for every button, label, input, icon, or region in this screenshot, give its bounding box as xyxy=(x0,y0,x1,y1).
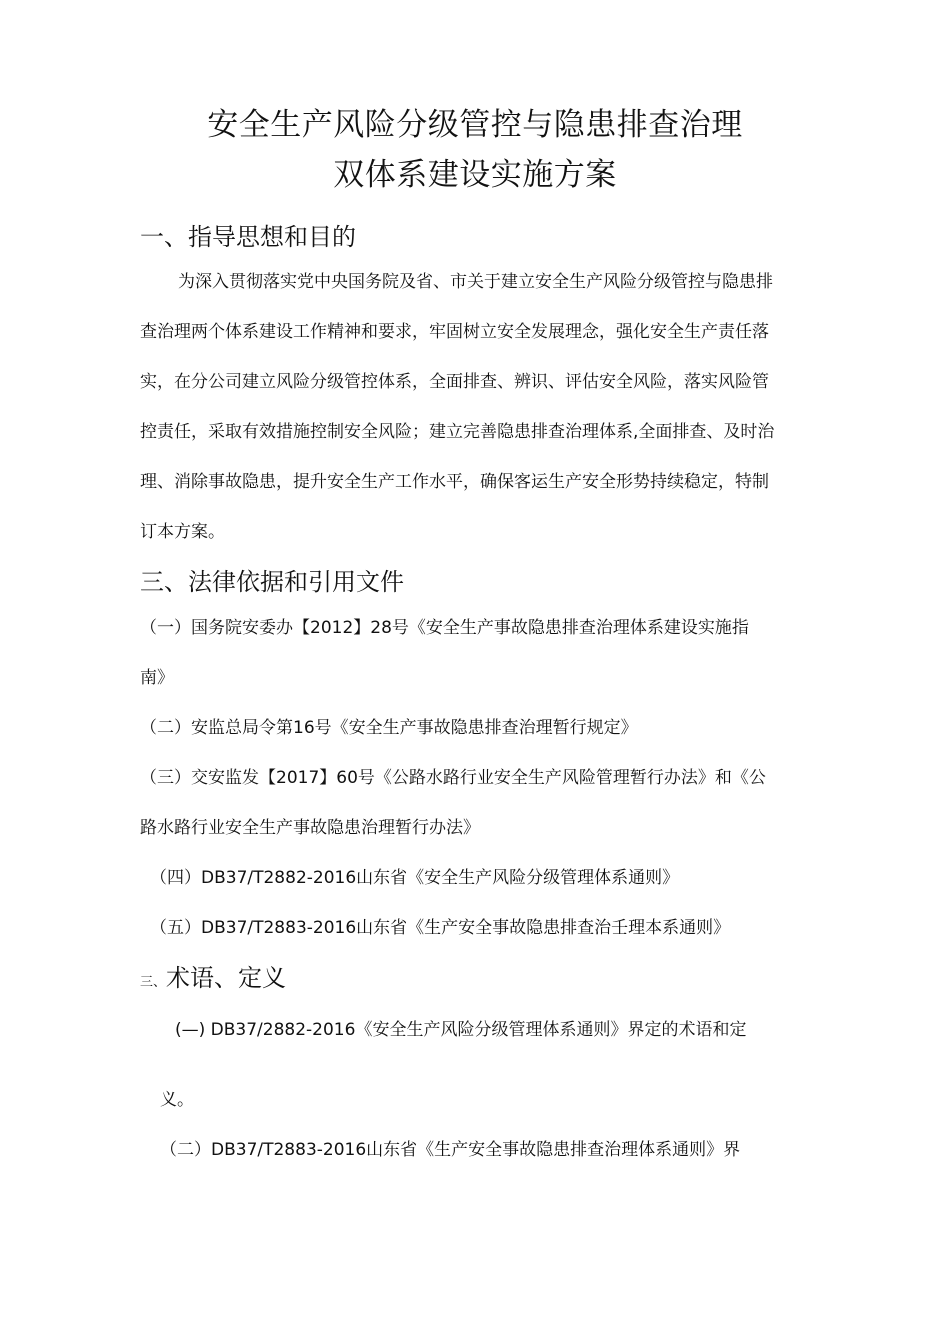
reference-item: 南》 xyxy=(140,668,174,688)
section-1-paragraph-line: 订本方案。 xyxy=(140,522,225,542)
section-1-heading: 一、指导思想和目的 xyxy=(140,223,356,251)
definition-item: 义。 xyxy=(160,1090,194,1110)
section-1-paragraph-line: 查治理两个体系建设工作精神和要求，牢固树立安全发展理念，强化安全生产责任落 xyxy=(140,322,769,342)
section-1-paragraph-line: 实，在分公司建立风险分级管控体系，全面排查、辨识、评估安全风险，落实风险管 xyxy=(140,372,769,392)
document-title-line-2: 双体系建设实施方案 xyxy=(333,157,617,193)
section-3-heading-prefix: 三、 xyxy=(140,975,167,990)
section-1-paragraph-line: 控责任，采取有效措施控制安全风险；建立完善隐患排查治理体系,全面排查、及时治 xyxy=(140,422,775,442)
section-1-paragraph-line: 理、消除事故隐患，提升安全生产工作水平，确保客运生产安全形势持续稳定，特制 xyxy=(140,472,769,492)
reference-item: （五）DB37/T2883-2016山东省《生产安全事故隐患排查治壬理本系通则》 xyxy=(150,918,731,938)
reference-item: （二）安监总局令第16号《安全生产事故隐患排查治理暂行规定》 xyxy=(140,718,638,738)
reference-item: （四）DB37/T2882-2016山东省《安全生产风险分级管理体系通则》 xyxy=(150,868,680,888)
section-3-heading-text: 术语、定义 xyxy=(166,964,287,992)
section-3-heading xyxy=(140,962,286,999)
definition-item: (—) DB37/2882-2016《安全生产风险分级管理体系通则》界定的术语和定 xyxy=(175,1020,747,1040)
reference-item: （三）交安监发【2017】60号《公路水路行业安全生产风险管理暂行办法》和《公 xyxy=(140,768,766,788)
section-2-heading: 三、法律依据和引用文件 xyxy=(140,568,404,596)
definition-item: （二）DB37/T2883-2016山东省《生产安全事故隐患排查治理体系通则》界 xyxy=(160,1140,741,1160)
document-title-line-1: 安全生产风险分级管控与隐患排查治理 xyxy=(207,107,743,143)
section-1-paragraph-line: 为深入贯彻落实党中央国务院及省、市关于建立安全生产风险分级管控与隐患排 xyxy=(178,272,773,292)
reference-item: （一）国务院安委办【2012】28号《安全生产事故隐患排查治理体系建设实施指 xyxy=(140,618,749,638)
reference-item: 路水路行业安全生产事故隐患治理暂行办法》 xyxy=(140,818,480,838)
